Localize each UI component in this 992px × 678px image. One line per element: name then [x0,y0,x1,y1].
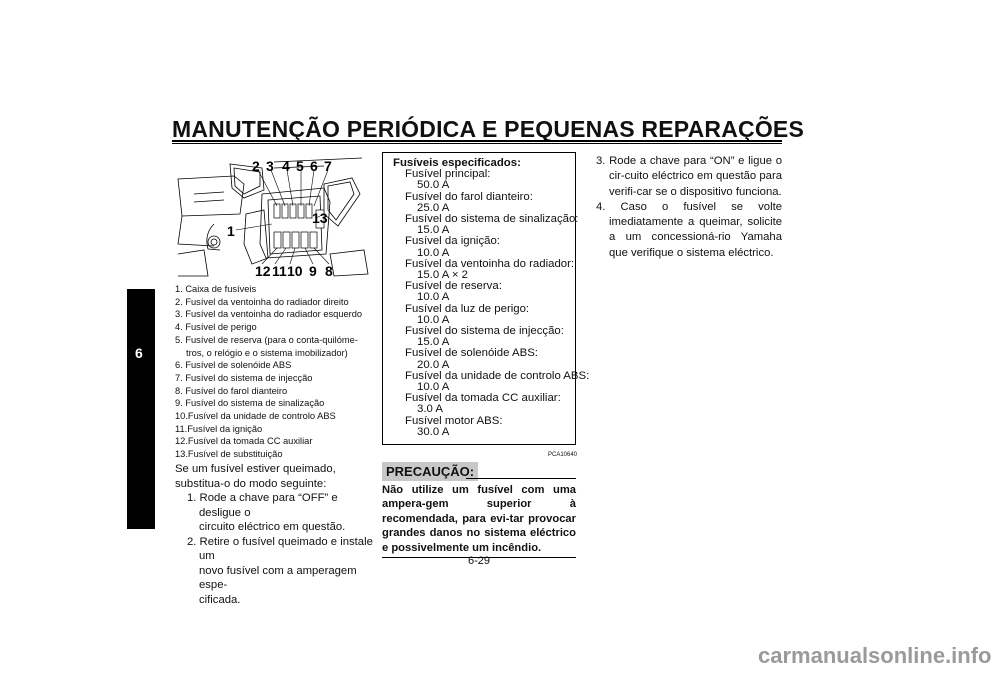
spec-value: 3.0 A [417,403,443,416]
callout-7: 7 [324,158,332,174]
spec-name: Fusível da unidade de controlo ABS: [405,369,590,382]
right-column [596,154,782,261]
callout-12: 12 [255,263,271,279]
spec-name: Fusível do farol dianteiro: [405,190,533,203]
spec-value: 50.0 A [417,179,450,192]
callout-3: 3 [266,158,274,174]
figure-legend [175,283,375,461]
chapter-tab-label: 6 [135,345,143,361]
spec-name: Fusível motor ABS: [405,414,503,427]
caution-text: Não utilize um fusível com uma ampera-gem superior à recomendada, para evi-tar provocar grandes danos no sistema eléctrico e possivelmente um incêndio. [382,483,576,558]
callout-4: 4 [282,158,290,174]
chapter-tab [127,289,155,529]
legend-item: 1. Caixa de fusíveis [175,284,257,294]
legend-item: 8. Fusível do farol dianteiro [175,385,288,396]
callout-9: 9 [309,263,317,279]
spec-name: Fusível da ventoinha do radiador: [405,257,575,270]
intro-text: Se um fusível estiver queimado, substitua-o do modo seguinte: [175,463,336,490]
spec-value: 10.0 A [417,381,450,394]
spec-name: Fusível de reserva: [405,280,502,293]
legend-item: 2. Fusível da ventoinha do radiador direito [175,296,349,307]
spec-value: 15.0 A × 2 [417,269,468,282]
spec-name: Fusível principal: [405,168,491,181]
step-2: 2. Retire o fusível queimado e instale um [187,535,373,562]
step-2-cont: cificada. [199,593,241,606]
spec-value: 25.0 A [417,201,450,214]
legend-item: 3. Fusível da ventoinha do radiador esquerdo [175,309,363,320]
caution-rule [466,478,576,479]
callout-6: 6 [310,158,318,174]
legend-item: tros, o relógio e o sistema imobilizador) [186,347,348,358]
callout-1: 1 [227,223,235,239]
spec-value: 20.0 A [417,358,450,371]
spec-value: 10.0 A [417,291,450,304]
caution-code: PCA10640 [548,452,578,458]
step-4: 4. Caso o fusível se volte imediatamente a queimar, solicite a um concessioná-rio Yamaha que verifique o sistema eléctrico. [596,200,782,259]
title-rule [172,140,782,142]
spec-heading: Fusíveis especificados: [393,157,521,169]
spec-value: 10.0 A [417,313,450,326]
callout-5: 5 [296,158,304,174]
callout-8: 8 [325,263,333,279]
callout-13: 13 [312,210,328,226]
step-1-cont: circuito eléctrico em questão. [199,521,346,533]
spec-value: 30.0 A [417,425,450,438]
spec-name: Fusível de solenóide ABS: [405,347,538,360]
spec-name: Fusível da ignição: [405,235,500,248]
legend-item: 12.Fusível da tomada CC auxiliar [175,436,313,447]
spec-name: Fusível do sistema de injecção: [405,325,564,338]
step-1: 1. Rode a chave para “OFF” e desligue o [187,492,338,519]
spec-value: 15.0 A [417,224,450,237]
callout-2: 2 [252,158,260,174]
replacement-instructions [175,462,375,607]
legend-item: 7. Fusível do sistema de injecção [175,372,313,383]
callout-11: 11 [272,263,287,279]
legend-item: 11.Fusível da ignição [175,423,263,434]
footer-watermark: carmanualsonline.info [758,643,992,668]
step-3: 3. Rode a chave para “ON” e ligue o cir-cuito eléctrico em questão para verifi-car se o dispositivo funciona. [596,155,782,198]
step-2-cont: novo fusível com a amperagem espe- [199,564,357,591]
fuse-box-illustration [174,154,370,279]
page-title: MANUTENÇÃO PERIÓDICA E PEQUENAS REPARAÇÕES [172,116,805,142]
legend-item: 10.Fusível da unidade de controlo ABS [175,411,336,422]
fuse-spec-box [382,152,590,445]
legend-item: 4. Fusível de perigo [175,322,257,333]
legend-item: 5. Fusível de reserva (para o conta-quilóme- [175,334,358,345]
legend-item: 9. Fusível do sistema de sinalização [175,398,325,409]
page-number: 6-29 [468,555,491,567]
spec-value: 10.0 A [417,246,450,259]
spec-value: 15.0 A [417,336,450,349]
legend-item: 6. Fusível de solenóide ABS [175,360,292,371]
spec-name: Fusível da tomada CC auxiliar: [405,392,561,405]
caution-label: PRECAUÇÃO: [382,462,478,481]
legend-item: 13.Fusível de substituição [175,449,283,460]
spec-name: Fusível do sistema de sinalização: [405,213,579,226]
title-rule-thin [172,143,782,144]
spec-name: Fusível da luz de perigo: [405,302,530,315]
callout-10: 10 [287,263,303,279]
